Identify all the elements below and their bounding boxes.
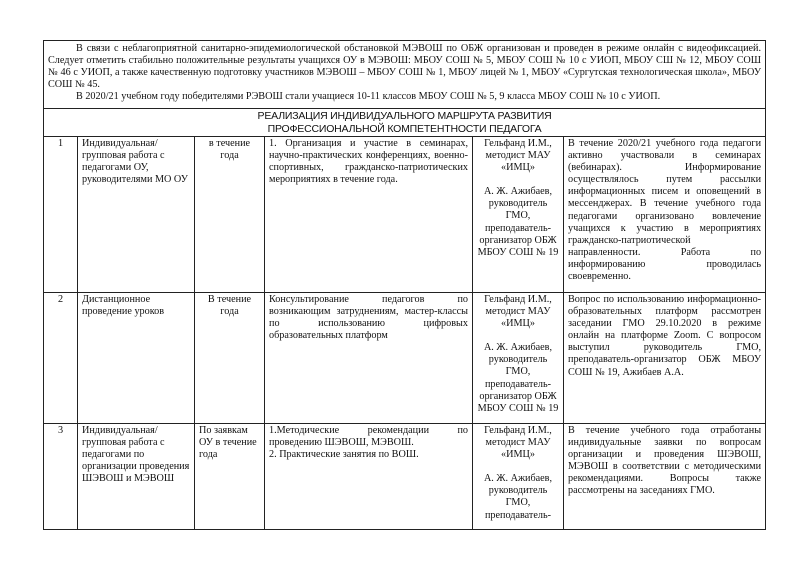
result-cell: В течение учебного года отработаны индивидуальные заявки по вопросам организации и проведения ШЭВОШ, МЭВОШ в соответствии с методическими рекомендациями. Вопросы также рассмотрены на заседаниях ГМО.: [564, 424, 766, 530]
section-heading-line-2: ПРОФЕССИОНАЛЬНОЙ КОМПЕТЕНТНОСТИ ПЕДАГОГА: [267, 122, 542, 135]
section-heading: [44, 109, 766, 137]
intro-row: [44, 41, 766, 109]
section-heading-line-1: РЕАЛИЗАЦИЯ ИНДИВИДУАЛЬНОГО МАРШРУТА РАЗВИТИЯ: [257, 110, 552, 122]
activity-cell: Дистанционное проведение уроков: [78, 293, 195, 424]
activity-cell: Индивидуальная/групповая работа с педагогами по организации проведения ШЭВОШ и МЭВОШ: [78, 424, 195, 530]
table-row: [44, 137, 766, 293]
section-heading-row: [44, 109, 766, 137]
result-cell: Вопрос по использованию информационно-образовательных платформ рассмотрен заседании ГМО 29.10.2020 в режиме онлайн на платформе Zoom. С вопросом выступил руководитель ГМО, преподаватель-организатор ОБЖ МБОУ СОШ № 19, Ажибаев А.А.: [564, 293, 766, 424]
row-number: 1: [44, 137, 78, 293]
timing-cell: По заявкам ОУ в течение года: [195, 424, 265, 530]
table-row: [44, 293, 766, 424]
content-line-1: 1.Методические рекомендации по проведению ШЭВОШ, МЭВОШ.: [269, 425, 468, 449]
responsible-cell: [473, 137, 564, 293]
responsible-person-1: Гельфанд И.М., методист МАУ «ИМЦ»: [484, 425, 552, 461]
table-row: [44, 424, 766, 530]
content-line-2: 2. Практические занятия по ВОШ.: [269, 449, 419, 461]
document-page: [43, 40, 765, 530]
row-number: 2: [44, 293, 78, 424]
intro-paragraph-2: В 2020/21 учебном году победителями РЭВОШ стали учащиеся 10-11 классов МБОУ СОШ № 5, 9 класса МБОУ СОШ № 10 с УИОП.: [76, 91, 661, 103]
intro-cell: [44, 41, 766, 109]
timing-cell: в течение года: [195, 137, 265, 293]
responsible-cell: [473, 424, 564, 530]
timing-cell: В течение года: [195, 293, 265, 424]
activity-cell: Индивидуальная/групповая работа с педагогами ОУ, руководителями МО ОУ: [78, 137, 195, 293]
report-table: [43, 40, 766, 530]
row-number: 3: [44, 424, 78, 530]
result-cell: В течение 2020/21 учебного года педагоги активно участвовали в семинарах (вебинарах). Информирование осуществлялось путем рассылки информационных писем и оповещений в мессенджерах. В течение учебного года педагогами организовано вовлечение учащихся к участию в мероприятиях гражданско-патриотической направленности. Работа по информированию проводилась своевременно.: [564, 137, 766, 293]
responsible-cell: [473, 293, 564, 424]
responsible-person-2: А. Ж. Ажибаев, руководитель ГМО, преподаватель-организатор ОБЖ МБОУ СОШ № 19: [477, 342, 559, 414]
responsible-person-2: А. Ж. Ажибаев, руководитель ГМО, преподаватель-: [483, 473, 553, 521]
responsible-person-1: Гельфанд И.М., методист МАУ «ИМЦ»: [484, 294, 552, 330]
content-cell: [265, 424, 473, 530]
content-cell: Консультирование педагогов по возникающим затруднениям, мастер-классы по использованию цифровых образовательных платформ: [265, 293, 473, 424]
responsible-person-1: Гельфанд И.М., методист МАУ «ИМЦ»: [484, 138, 552, 174]
responsible-person-2: А. Ж. Ажибаев, руководитель ГМО, преподаватель-организатор ОБЖ МБОУ СОШ № 19: [477, 186, 559, 258]
intro-paragraph-1: В связи с неблагоприятной санитарно-эпидемиологической обстановкой МЭВОШ по ОБЖ организован и проведен в режиме онлайн с видеофиксацией. Следует отметить стабильно положительные результаты учащихся ОУ в МЭВОШ: МБОУ СОШ № 5, МБОУ СОШ № 10 с УИОП, МБОУ СШ № 12, МБОУ СОШ № 46 с УИОП, а также качественную подготовку участников МЭВОШ – МБОУ СОШ № 1, МБОУ лицей № 1, МБОУ «Сургутская технологическая школа», МБОУ СОШ № 45.: [48, 43, 762, 91]
content-cell: 1. Организация и участие в семинарах, научно-практических конференциях, военно-спортивных, гражданско-патриотических мероприятиях в течение года.: [265, 137, 473, 293]
